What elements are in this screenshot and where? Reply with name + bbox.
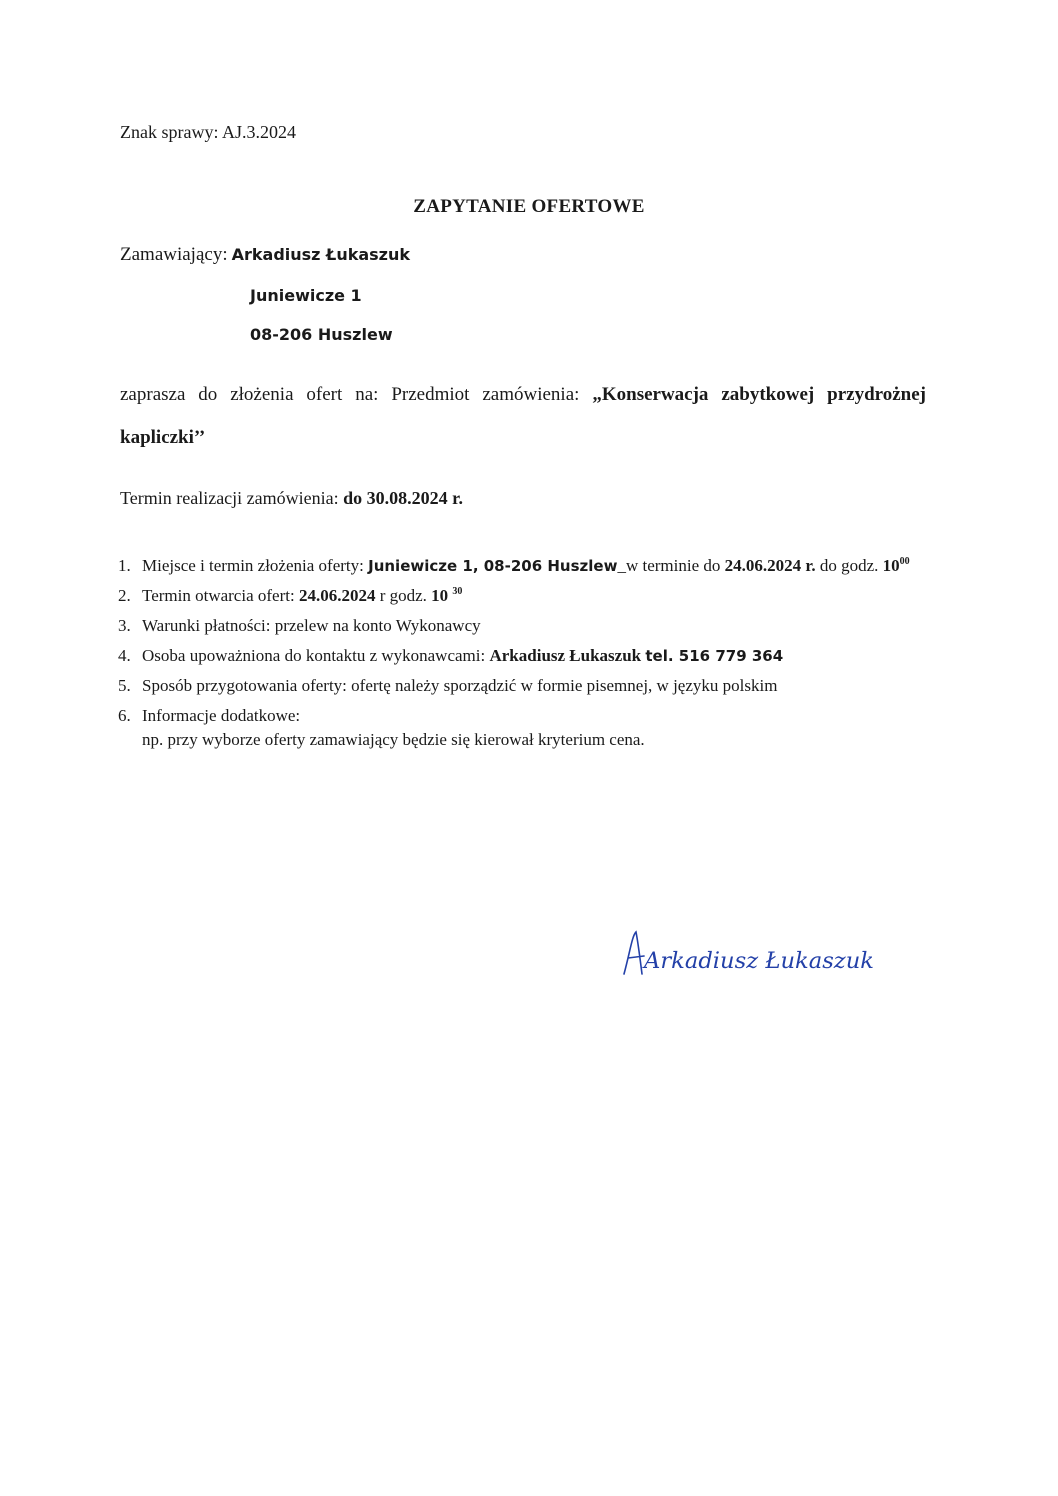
list-item (118, 614, 930, 638)
list-item (118, 584, 930, 608)
list-item (118, 644, 930, 668)
orderer-name: Arkadiusz Łukaszuk (231, 245, 411, 264)
item-mid: r godz. (379, 586, 427, 605)
list-number: 4. (118, 646, 131, 665)
contact-phone: tel. 516 779 364 (645, 647, 784, 665)
opening-date: 24.06.2024 (298, 586, 376, 605)
signature (618, 922, 888, 992)
list-number: 1. (118, 556, 131, 575)
signature-text: Arkadiusz Łukaszuk (641, 949, 874, 974)
list-number: 2. (118, 586, 131, 605)
item-subtext: np. przy wyborze oferty zamawiający będzie się kierował kryterium cena. (142, 730, 645, 749)
deadline-value: do 30.08.2024 r. (343, 488, 463, 508)
invitation-text: zaprasza do złożenia ofert na: Przedmiot zamówienia: (120, 384, 580, 405)
document-title: ZAPYTANIE OFERTOWE (413, 196, 645, 217)
item-mid: _w terminie do (617, 556, 721, 575)
submission-place: Juniewicze 1, 08-206 Huszlew (368, 557, 618, 575)
deadline-line (120, 488, 463, 509)
order-subject: „Konserwacja zabytkowej przydrożnej kapliczki’’ (120, 384, 926, 448)
deadline-label: Termin realizacji zamówienia: (120, 488, 339, 508)
conditions-list (118, 554, 930, 758)
item-label: Osoba upoważniona do kontaktu z wykonawcami: (142, 646, 486, 665)
item-text: Informacje dodatkowe: (142, 706, 301, 725)
list-number: 5. (118, 676, 131, 695)
contact-name: Arkadiusz Łukaszuk (489, 646, 642, 665)
orderer-address-line1: Juniewicze 1 (250, 286, 362, 305)
signature-stroke (624, 932, 644, 974)
opening-minutes: 30 (452, 586, 463, 597)
submission-minutes: 00 (899, 556, 910, 567)
list-item (118, 704, 930, 752)
invitation-paragraph (120, 373, 926, 459)
list-item (118, 674, 930, 698)
orderer-label: Zamawiający: (120, 244, 228, 265)
case-reference: Znak sprawy: AJ.3.2024 (120, 122, 296, 142)
item-text: Sposób przygotowania oferty: ofertę należy sporządzić w formie pisemnej, w języku polskim (142, 676, 778, 695)
list-number: 6. (118, 706, 131, 725)
item-label: Termin otwarcia ofert: (142, 586, 295, 605)
item-text: Warunki płatności: przelew na konto Wykonawcy (142, 616, 481, 635)
submission-date: 24.06.2024 r. (724, 556, 816, 575)
submission-hour: 10 (882, 556, 900, 575)
opening-hour: 10 (431, 586, 449, 605)
item-after: do godz. (819, 556, 879, 575)
list-number: 3. (118, 616, 131, 635)
item-label: Miejsce i termin złożenia oferty: (142, 556, 364, 575)
orderer-line (120, 244, 410, 266)
list-item (118, 554, 930, 578)
orderer-address-line2: 08-206 Huszlew (250, 325, 393, 344)
